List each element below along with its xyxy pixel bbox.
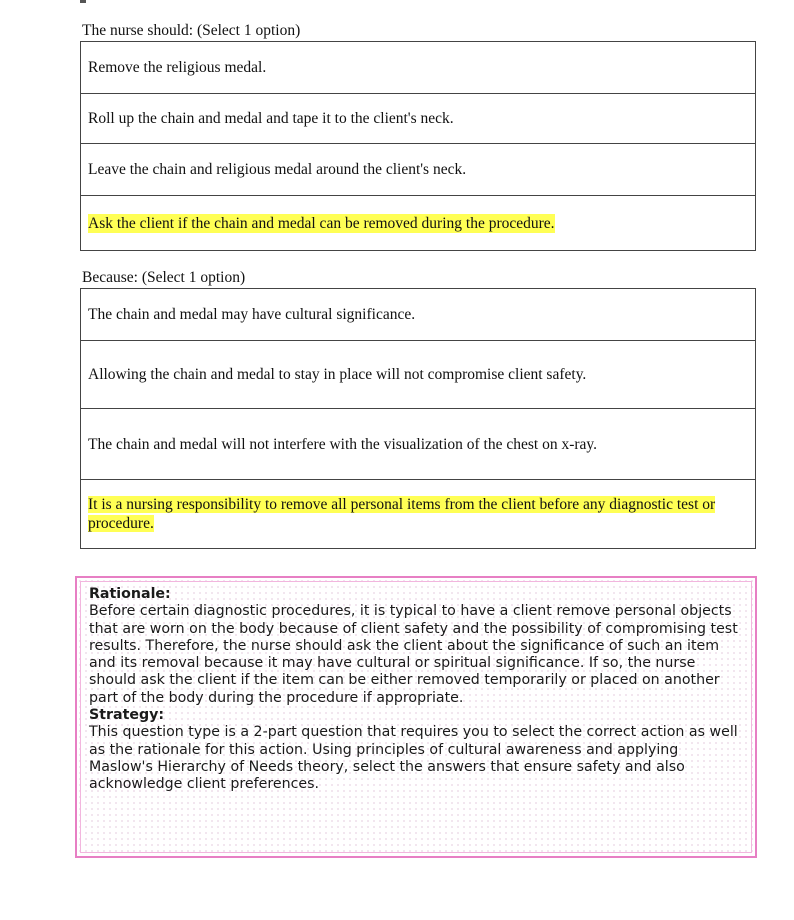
- question1-options-table: [80, 41, 756, 251]
- question2-prompt: Because: (Select 1 option): [82, 269, 245, 289]
- rationale-box: [75, 576, 757, 858]
- question1-option-4[interactable]: [81, 196, 755, 250]
- rationale-text: Before certain diagnostic procedures, it is typical to have a client remove personal objects that are worn on the body because of client safety and the possibility of compromising test results. Therefore, the nurse should ask the client about the significance of such an item and its removal because it may have cultural or spiritual significance. If so, the nurse should ask the client if the item can be either removed temporarily or placed on another part of the body during the procedure if appropriate.: [89, 603, 738, 706]
- rationale-heading: Rationale:: [89, 586, 171, 602]
- option-text: Roll up the chain and medal and tape it to the client's neck.: [88, 110, 454, 127]
- question2-option-1[interactable]: [81, 289, 755, 341]
- question1-option-1[interactable]: [81, 42, 755, 94]
- option-text: Leave the chain and religious medal around the client's neck.: [88, 161, 467, 178]
- highlighted-text: It is a nursing responsibility to remove all personal items from the client before any diagnostic test or procedure.: [88, 496, 716, 532]
- option-text: Remove the religious medal.: [88, 59, 267, 76]
- option-text-highlighted: Ask the client if the chain and medal can be removed during the procedure.: [88, 214, 555, 232]
- page-top-mark: [80, 0, 86, 3]
- question2-option-3[interactable]: [81, 409, 755, 480]
- question2-options-table: [80, 288, 756, 549]
- question1-option-3[interactable]: [81, 144, 755, 196]
- option-text: The chain and medal will not interfere with the visualization of the chest on x-ray.: [88, 435, 598, 453]
- question2-option-4[interactable]: [81, 480, 755, 548]
- option-text: Allowing the chain and medal to stay in place will not compromise client safety.: [88, 366, 587, 383]
- option-text: The chain and medal may have cultural significance.: [88, 306, 416, 323]
- question1-prompt: The nurse should: (Select 1 option): [82, 22, 300, 42]
- option-text-highlighted: [88, 495, 748, 533]
- question2-option-2[interactable]: [81, 341, 755, 409]
- strategy-heading: Strategy:: [89, 707, 165, 724]
- strategy-text: This question type is a 2-part question that requires you to select the correct action as well as the rationale for this action. Using principles of cultural awareness and applying Maslow's Hierarchy of Needs theory, select the answers that ensure safety and also acknowledge client preferences.: [89, 724, 738, 793]
- question1-option-2[interactable]: [81, 94, 755, 144]
